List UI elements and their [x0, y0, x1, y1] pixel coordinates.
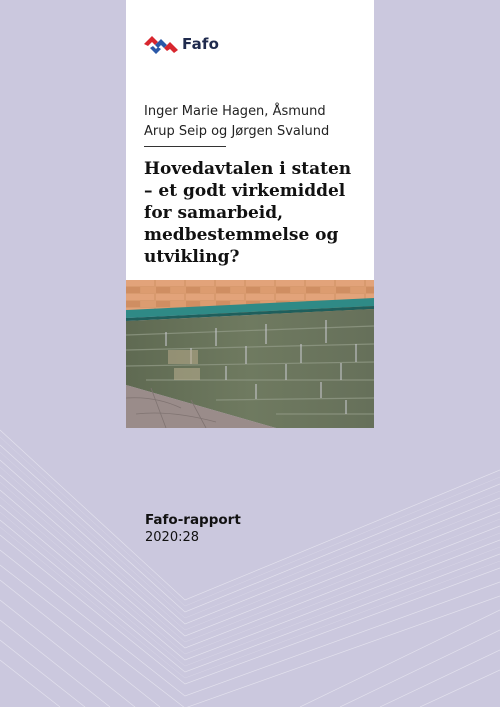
title-line: Hovedavtalen i staten [144, 159, 352, 179]
title-line: utvikling? [144, 247, 240, 267]
report-title [144, 158, 366, 268]
report-number: 2020:28 [145, 530, 200, 545]
fafo-logo-icon [144, 32, 178, 56]
authors [144, 102, 369, 141]
report-info [145, 511, 241, 547]
series-label: Fafo-rapport [145, 512, 241, 528]
fafo-logo [144, 32, 219, 56]
title-line: medbestemmelse og [144, 225, 339, 245]
authors-line: Arup Seip og Jørgen Svalund [144, 123, 330, 139]
logo-wordmark: Fafo [182, 35, 220, 53]
divider [144, 146, 226, 147]
cover-panel [126, 0, 374, 280]
title-line: for samarbeid, [144, 203, 284, 223]
title-line: – et godt virkemiddel [144, 181, 346, 201]
authors-line: Inger Marie Hagen, Åsmund [144, 104, 326, 119]
cover-photo [126, 280, 374, 428]
